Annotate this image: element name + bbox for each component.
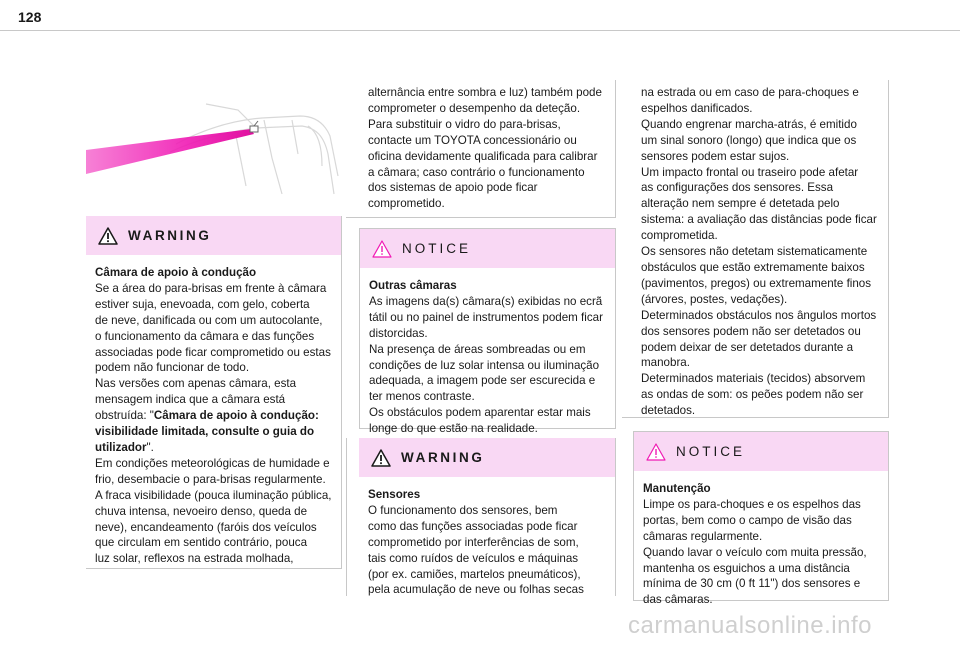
body-line: tátil ou no painel de instrumentos podem ficar: [369, 310, 603, 324]
body-line: Quando engrenar marcha-atrás, é emitido: [641, 117, 857, 131]
body-line: podem não funcionar de todo.: [95, 361, 250, 375]
warning-title: WARNING: [128, 228, 212, 243]
warning-title: WARNING: [401, 450, 485, 465]
body-line: comprometido por interferências de som,: [368, 535, 579, 549]
body-line: contacte um TOYOTA concessionário ou: [368, 133, 577, 147]
warning-heading: Câmara de apoio à condução: [95, 266, 257, 279]
body-line: a câmara; caso contrário o funcionamento: [368, 165, 585, 179]
body-line: (pavimentos, pregos) ou extremamente finos: [641, 276, 872, 290]
notice-triangle-icon: [646, 443, 666, 461]
body-line: mantenha os esguichos a uma distância: [643, 561, 850, 575]
body-line: distorcidas.: [369, 326, 428, 340]
body-line: espelhos danificados.: [641, 101, 753, 115]
notice-title: NOTICE: [402, 241, 472, 256]
notice-heading: Manutenção: [643, 482, 711, 495]
body-line: Determinados obstáculos nos ângulos mortos: [641, 308, 877, 322]
body-line: neve), encandeamento (faróis dos veículos: [95, 520, 317, 534]
body-line: associadas pode ficar comprometido ou estas: [95, 345, 331, 359]
notice-title: NOTICE: [676, 444, 746, 459]
body-line: um sinal sonoro (longo) que indica que os: [641, 133, 857, 147]
page-number: 128: [18, 9, 42, 25]
body-line: Nas versões com apenas câmara, esta: [95, 377, 297, 391]
body-line: Os obstáculos podem aparentar estar mais: [369, 406, 591, 420]
camera-view-beam: [86, 129, 254, 174]
body-line: detetados.: [641, 404, 696, 418]
body-line: as ondas de som: os peões podem não ser: [641, 388, 864, 402]
body-line: alteração nem sempre é detetada pelo: [641, 197, 840, 211]
body-line: (por ex. camiões, martelos pneumáticos),: [368, 567, 581, 581]
warning-triangle-icon: [371, 449, 391, 467]
message-quote: utilizador".: [95, 440, 154, 454]
notice-heading: Outras câmaras: [369, 279, 457, 292]
body-line: as configurações dos sensores. Essa: [641, 181, 834, 195]
body-line: sensores podem estar sujos.: [641, 149, 790, 163]
body-line: chuva intensa, nevoeiro denso, queda de: [95, 504, 308, 518]
body-line: Se a área do para-brisas em frente à câmara: [95, 281, 327, 295]
body-line: mínima de 30 cm (0 ft 11") dos sensores e: [643, 577, 861, 591]
body-line: Em condições meteorológicas de humidade e: [95, 456, 330, 470]
windshield-camera-illustration: [86, 96, 342, 196]
warning-header: [359, 438, 615, 477]
body-line: Um impacto frontal ou traseiro pode afetar: [641, 165, 859, 179]
notice-box-maintenance: [633, 431, 889, 607]
body-line: sistema: a avaliação das distâncias pode ficar: [641, 213, 877, 227]
body-line: oficina devidamente qualificada para calibrar: [368, 149, 598, 163]
warning-header: [86, 216, 341, 255]
body-line: As imagens da(s) câmara(s) exibidas no ecrã: [369, 294, 603, 308]
body-line: câmaras regularmente.: [643, 529, 763, 543]
header-divider: [0, 30, 960, 31]
notice-header: [634, 432, 888, 471]
body-line: O funcionamento dos sensores, bem: [368, 503, 558, 517]
body-line: portas, bem como o campo de visão das: [643, 513, 852, 527]
body-line: das câmaras.: [643, 593, 713, 607]
body-line: Para substituir o vidro do para-brisas,: [368, 117, 561, 131]
body-line: A fraca visibilidade (pouca iluminação pública,: [95, 488, 332, 502]
body-line: Determinados materiais (tecidos) absorvem: [641, 372, 866, 386]
body-line: ter menos contraste.: [369, 390, 475, 404]
body-line: adequada, a imagem pode ser escurecida e: [369, 374, 596, 388]
body-line: obstáculos que estão extremamente baixos: [641, 260, 865, 274]
body-line: frio, desembacie o para-brisas regularmente.: [95, 472, 326, 486]
body-line: Quando lavar o veículo com muita pressão,: [643, 545, 867, 559]
body-line: Os sensores não detetam sistematicamente: [641, 245, 868, 259]
warning-heading: Sensores: [368, 488, 421, 501]
body-line: dos sensores podem não ser detetados ou: [641, 324, 861, 338]
body-line: na estrada ou em caso de para-choques e: [641, 86, 859, 99]
watermark: carmanualsonline.info: [628, 612, 872, 639]
body-line: manobra.: [641, 356, 690, 370]
body-line: (árvores, postes, vedações).: [641, 292, 788, 306]
column-divider: [346, 438, 347, 596]
body-line: Na presença de áreas sombreadas ou em: [369, 342, 586, 356]
body-line: comprometido.: [368, 197, 445, 211]
notice-triangle-icon: [372, 240, 392, 258]
body-line: dos sistemas de apoio pode ficar: [368, 181, 538, 195]
notice-box-cameras: [359, 228, 616, 436]
body-line: podem deixar de ser detetados durante a: [641, 340, 854, 354]
body-line: mensagem indica que a câmara está: [95, 393, 286, 407]
body-line: alternância entre sombra e luz) também pode: [368, 86, 602, 99]
body-line: condições de luz solar intensa ou iluminação: [369, 358, 600, 372]
body-line: tais como ruídos de veículos e máquinas: [368, 551, 579, 565]
warning-triangle-icon: [98, 227, 118, 245]
body-line: longe do que estão na realidade.: [369, 422, 538, 436]
body-line: comprometida.: [641, 229, 718, 243]
continued-text-col2: [346, 80, 616, 218]
body-line: de neve, danificada ou com um autocolante,: [95, 313, 323, 327]
body-line: que circulam em sentido contrário, pouca: [95, 536, 308, 550]
body-line: luz solar, reflexos na estrada molhada,: [95, 552, 294, 566]
body-line: estiver suja, enevoada, com gelo, coberta: [95, 297, 310, 311]
warning-box-sensors: [359, 438, 616, 596]
continued-text-col3: [622, 80, 889, 418]
message-quote: visibilidade limitada, consulte o guia do: [95, 425, 315, 439]
warning-box-camera: [86, 216, 342, 569]
notice-header: [360, 229, 615, 268]
body-line: como das funções associadas pode ficar: [368, 519, 578, 533]
body-line: Limpe os para-choques e os espelhos das: [643, 497, 861, 511]
message-quote: obstruída: "Câmara de apoio à condução:: [95, 409, 319, 423]
car-outline: [170, 104, 338, 194]
body-line: comprometer o desempenho da deteção.: [368, 101, 581, 115]
body-line: pela acumulação de neve ou folhas secas: [368, 583, 584, 597]
body-line: o funcionamento da câmara e das funções: [95, 329, 315, 343]
